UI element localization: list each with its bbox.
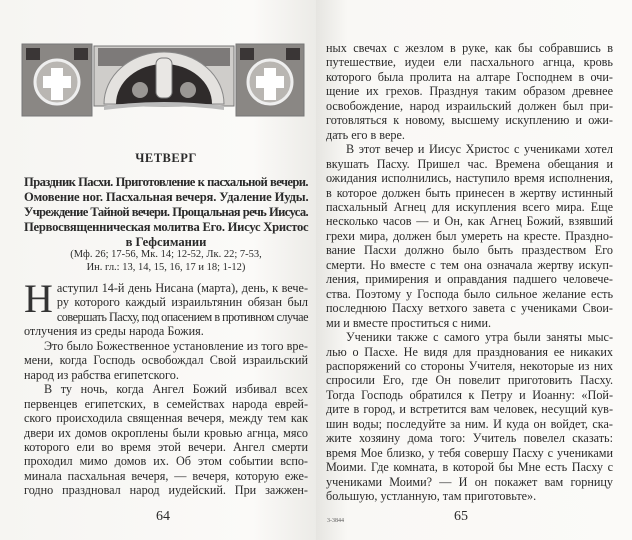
text-line: народ из рабства египетского. xyxy=(24,367,179,382)
text-line: в которое должен быть принесен в жертву истинный xyxy=(326,185,613,200)
text-line: первенцев египетских, в семействах народа еврей- xyxy=(24,396,308,411)
summary-line: в Гефсимании xyxy=(125,235,207,249)
reference-line: Ин. гл.: 13, 14, 15, 16, 17 и 18; 1-12) xyxy=(86,261,246,273)
summary-line: Омовение ног. Пасхальная вечеря. Удаление Иуды. xyxy=(24,190,309,204)
text-line: ожидания исполнились, наступило время исполнения, xyxy=(326,171,613,186)
text-line: распоряжений со стороны Учителя, некоторые из них xyxy=(326,358,613,373)
page-number-right: 65 xyxy=(454,509,468,524)
text-line: готовляться к новому, высшему искуплению и ожи- xyxy=(326,113,613,128)
text-line: Ученики также с самого утра были заняты мыс- xyxy=(346,330,613,345)
reference-line: (Мф. 26; 17-56, Мк. 14; 12-52, Лк. 22; 7-53, xyxy=(70,249,262,260)
summary-line: Учреждение Тайной вечери. Прощальная речь Иисуса. xyxy=(24,205,308,219)
text-line: последнюю Пасху ветхого завета с учениками Свои- xyxy=(326,301,613,316)
text-line: смерти. Но вместе с тем она означала жертву искуп- xyxy=(326,257,613,272)
text-line: проходил мимо домов их. Об этом событии вспо- xyxy=(24,454,308,469)
text-line: ных свечах с жезлом в руке, как бы собравшись в xyxy=(326,41,613,55)
text-line: годно праздновал народ иудейский. При зажжен- xyxy=(24,483,308,498)
text-line: дите в город, и встретится вам человек, несущий кув- xyxy=(326,402,613,417)
text-line: вкушать Пасху. Пришел час. Времена обещания и xyxy=(326,156,613,171)
decorative-headpiece-ornament xyxy=(20,40,306,118)
page-number-left: 64 xyxy=(156,509,170,524)
text-line: которого была пролита на алтаре Господнем в очи- xyxy=(326,69,613,84)
scripture-references xyxy=(24,249,308,274)
text-line: спросили Его, где Он повелит приготовить Пасху. xyxy=(326,373,613,388)
text-line: несколько часов — и Он, как Агнец Божий, взявший xyxy=(326,214,613,229)
text-line: совершать Пасху, под опасением в противном случае xyxy=(56,309,308,324)
chapter-summary xyxy=(24,175,308,250)
text-line: ства. Поэтому у Господа было сильное желание есть xyxy=(326,286,613,301)
text-line: жите хозяину дома того: Учитель повелел сказать: xyxy=(326,431,613,446)
text-line: двери их домов окроплены были кровью агнца, мясо xyxy=(24,425,308,440)
text-line: путешествие, иудеи ели пасхального агнца, кровь xyxy=(326,55,613,70)
text-line: Моими. Где комната, в которой бы Мне есть Пасху с xyxy=(326,460,613,475)
summary-line: Первосвященническая молитва Его. Иисус Христос xyxy=(24,220,309,234)
text-line: аступил 14-й день Нисана (марта), день, к вече- xyxy=(56,281,308,295)
summary-line: Праздник Пасхи. Приготовление к пасхальной вечери. xyxy=(24,175,308,189)
right-body-text xyxy=(326,41,613,504)
left-body-text xyxy=(24,276,308,498)
text-line: учениками Моими? — И он покажет вам горницу xyxy=(326,474,613,489)
text-line: пасхальный Агнец для искупления всего мира. Еще xyxy=(326,199,613,214)
drop-cap: Н xyxy=(24,276,53,321)
chapter-title: ЧЕТВЕРГ xyxy=(135,151,197,165)
text-line: большую, устланную, там приготовьте». xyxy=(326,489,537,504)
text-line: ру которого каждый израильтянин обязан был xyxy=(56,295,308,310)
text-line: вание Пасхи должно было быть праздеством Его xyxy=(326,243,613,258)
text-line: В ту ночь, когда Ангел Божий избивал всех xyxy=(44,382,308,397)
text-line: ми и вместе проститься с ними. xyxy=(326,315,492,330)
text-line: Это было Божественное установление из того вре- xyxy=(44,338,308,353)
text-line: ского происходила священная вечеря, между тем как xyxy=(24,411,308,426)
text-line: шин воды; последуйте за ним. И куда он войдет, ска- xyxy=(326,416,613,431)
text-line: дать его в вере. xyxy=(326,127,405,142)
text-line: отлучения из среды народа Божия. xyxy=(24,324,204,339)
text-line: В этот вечер и Иисус Христос с учениками хотел xyxy=(346,142,613,157)
text-line: минала пасхальная вечеря, — вечеря, которую еже- xyxy=(24,468,308,483)
text-line: освобождение, народ израильский должен был при- xyxy=(326,98,613,113)
text-line: которого ели во время этой вечери. Ангел смерти xyxy=(24,439,308,454)
text-line: ления, примирения и оправдания падшего человече- xyxy=(326,272,613,287)
text-line: мени, когда Господь освобождал Свой израильский xyxy=(24,353,308,368)
right-page xyxy=(316,0,632,540)
text-line: грехи мира, должен был умереть на кресте. Праздно- xyxy=(326,228,613,243)
text-line: Тогда Господь обратился к Петру и Иоанну: «Пой- xyxy=(326,387,613,402)
text-line: время Мое близко, у тебя совершу Пасху с учениками xyxy=(326,445,613,460)
text-line: лью о Пасхе. Не видя для празднования ее никаких xyxy=(326,344,613,359)
signature-mark: 3-3844 xyxy=(327,518,344,524)
text-line: щение их грехов. Празднуя таким образом древнее xyxy=(326,84,613,99)
